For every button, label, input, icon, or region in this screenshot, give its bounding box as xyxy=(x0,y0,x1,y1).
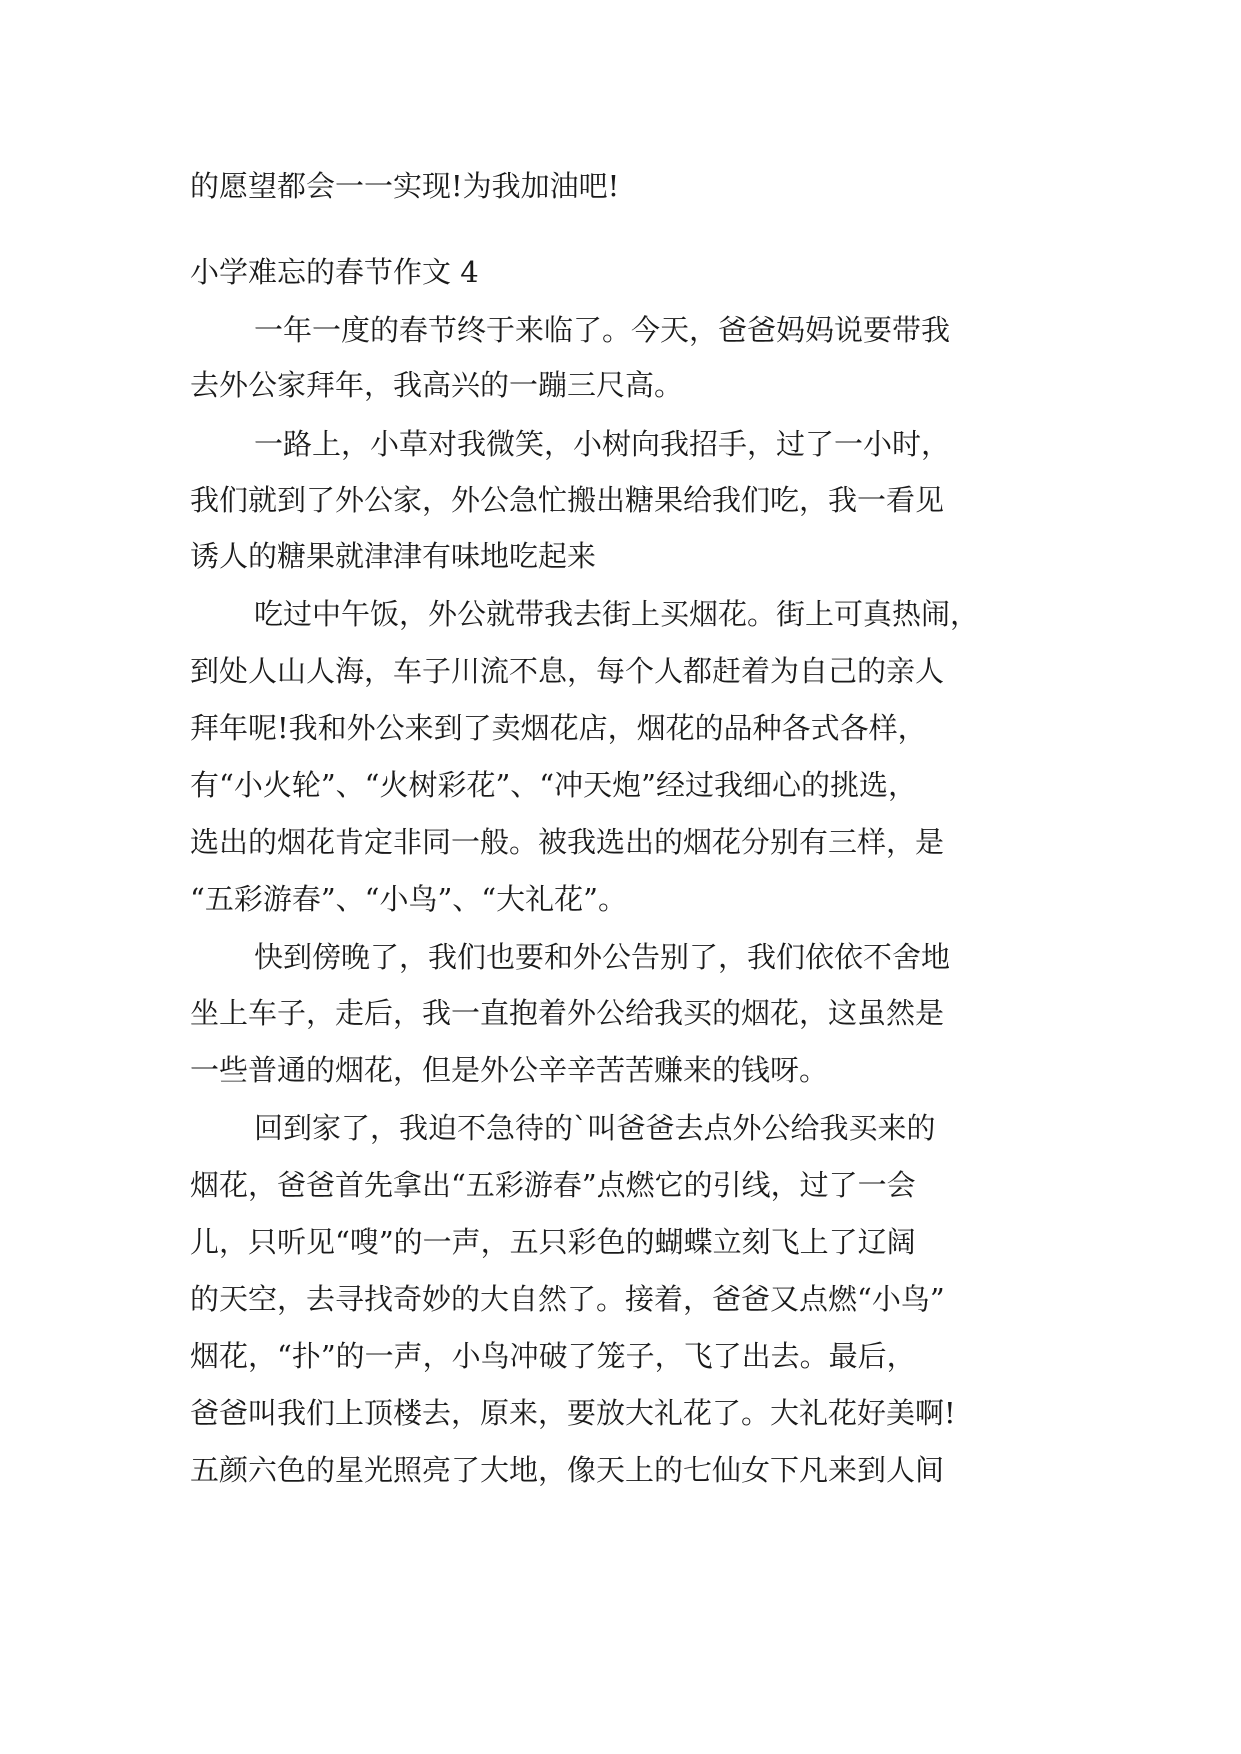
paragraph-line: 一些普通的烟花，但是外公辛辛苦苦赚来的钱呀。 xyxy=(190,1053,829,1087)
paragraph-line: 坐上车子，走后，我一直抱着外公给我买的烟花，这虽然是 xyxy=(190,996,945,1030)
paragraph-line: 五颜六色的星光照亮了大地，像天上的七仙女下凡来到人间 xyxy=(190,1453,945,1487)
previous-essay-ending: 的愿望都会一一实现!为我加油吧! xyxy=(190,169,620,203)
paragraph-line: 一路上，小草对我微笑，小树向我招手，过了一小时， xyxy=(254,427,951,461)
paragraph-line: 诱人的糖果就津津有味地吃起来 xyxy=(190,539,597,573)
section-title: 小学难忘的春节作文 4 xyxy=(190,255,479,289)
paragraph-line: 的天空，去寻找奇妙的大自然了。接着，爸爸又点燃“小鸟” xyxy=(190,1282,945,1316)
paragraph-line: 烟花，“扑”的一声，小鸟冲破了笼子，飞了出去。最后， xyxy=(190,1339,916,1373)
paragraph-line: 烟花，爸爸首先拿出“五彩游春”点燃它的引线，过了一会 xyxy=(190,1168,916,1202)
paragraph-line: 拜年呢!我和外公来到了卖烟花店，烟花的品种各式各样， xyxy=(190,711,927,745)
paragraph-line: 我们就到了外公家，外公急忙搬出糖果给我们吃，我一看见 xyxy=(190,483,945,517)
paragraph-line: 快到傍晚了，我们也要和外公告别了，我们依依不舍地 xyxy=(254,940,951,974)
paragraph-line: 吃过中午饭，外公就带我去街上买烟花。街上可真热闹， xyxy=(254,597,980,631)
paragraph-line: 选出的烟花肯定非同一般。被我选出的烟花分别有三样，是 xyxy=(190,825,945,859)
paragraph-line: 一年一度的春节终于来临了。今天，爸爸妈妈说要带我 xyxy=(254,313,951,347)
paragraph-line: 儿，只听见“嗖”的一声，五只彩色的蝴蝶立刻飞上了辽阔 xyxy=(190,1225,916,1259)
paragraph-line: 爸爸叫我们上顶楼去，原来，要放大礼花了。大礼花好美啊! xyxy=(190,1396,956,1430)
paragraph-line: 有“小火轮”、“火树彩花”、“冲天炮”经过我细心的挑选， xyxy=(190,768,917,802)
paragraph-line: 回到家了，我迫不急待的`叫爸爸去点外公给我买来的 xyxy=(254,1111,936,1145)
paragraph-line: 到处人山人海，车子川流不息，每个人都赶着为自己的亲人 xyxy=(190,654,945,688)
paragraph-line: “五彩游春”、“小鸟”、“大礼花”。 xyxy=(190,882,627,916)
paragraph-line: 去外公家拜年，我高兴的一蹦三尺高。 xyxy=(190,368,684,402)
